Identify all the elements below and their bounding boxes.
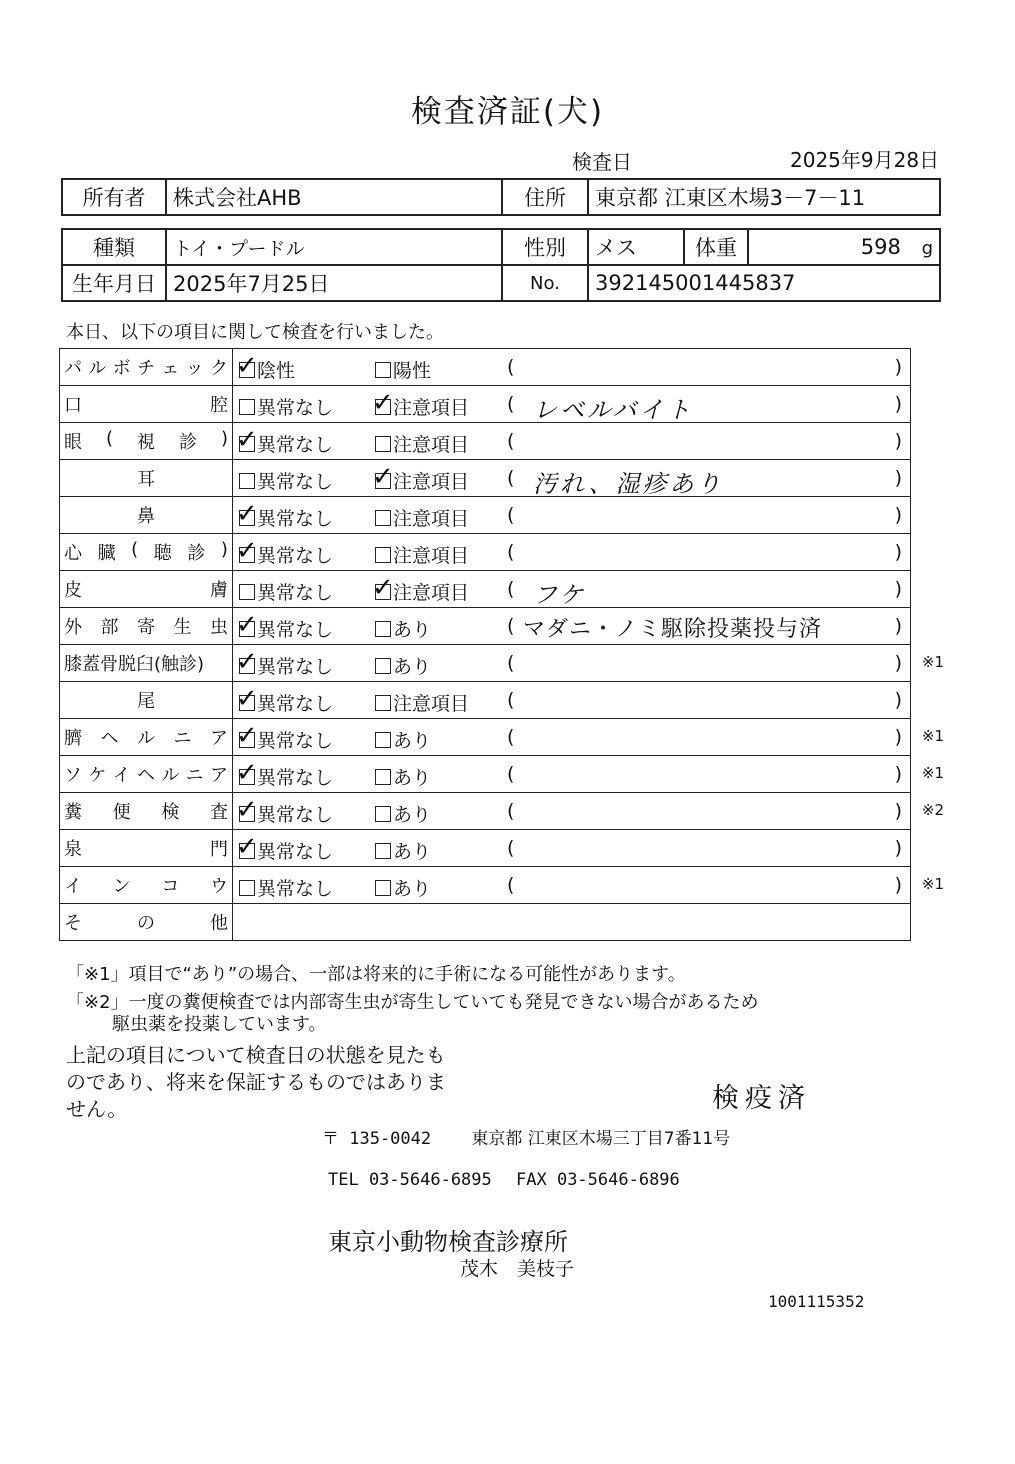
checkbox[interactable] [375, 880, 391, 896]
exam-item-options [233, 608, 911, 645]
option-2[interactable] [375, 541, 469, 568]
note-reference: ※1 [921, 875, 944, 893]
remark-paren-open: ( [507, 874, 515, 896]
option-label: 異常なし [257, 767, 334, 789]
checkbox[interactable] [236, 351, 258, 381]
exam-row [60, 349, 911, 386]
exam-item-name-char: ア [209, 765, 228, 786]
exam-row [60, 793, 911, 830]
remark-paren-open: ( [507, 504, 515, 526]
owner-value: 株式会社AHB [166, 179, 502, 215]
exam-item-name-char: ニ [173, 728, 192, 749]
exam-item-name-char: ア [210, 728, 228, 749]
exam-item-name [64, 354, 228, 380]
address-label: 住所 [502, 179, 588, 215]
check-mark-icon: ✓ [236, 758, 258, 788]
exam-item-name-char: ン [112, 876, 131, 897]
exam-item-name-char: イ [64, 876, 82, 897]
remark-paren-close: ) [894, 430, 902, 452]
option-2[interactable] [375, 356, 431, 383]
exam-item-name [64, 835, 228, 861]
option-1[interactable] [236, 351, 296, 383]
disclaimer: 上記の項目について検査日の状態を見たものであり、将来を保証するものではありません。 [66, 1043, 446, 1121]
exam-item-name-cell [60, 682, 233, 719]
option-1[interactable] [239, 578, 333, 605]
note-reference: ※2 [921, 801, 944, 819]
notice-text: 本日、以下の項目に関して検査を行いました。 [66, 322, 444, 343]
exam-item-name-char: 便 [112, 802, 131, 823]
option-2[interactable] [375, 874, 431, 901]
exam-item-options [233, 645, 944, 682]
exam-item-name-char: 生 [173, 617, 192, 638]
exam-row [60, 645, 911, 682]
exam-item-name-cell [60, 756, 233, 793]
exam-item-name-char: ル [137, 728, 155, 749]
vet-name: 茂木 美枝子 [460, 1258, 575, 1280]
option-label: 異常なし [257, 508, 334, 530]
remark-paren-close: ) [894, 763, 902, 785]
option-2[interactable] [375, 652, 431, 679]
weight-label: 体重 [684, 229, 748, 265]
clinic-name: 東京小動物検査診療所 [328, 1228, 568, 1256]
exam-item-name-char: 泉 [64, 839, 82, 860]
check-mark-icon: ✓ [372, 573, 394, 603]
option-1[interactable] [236, 758, 334, 790]
option-1[interactable] [236, 425, 334, 457]
remark-paren-close: ) [894, 578, 902, 600]
checkbox[interactable] [372, 462, 394, 492]
check-mark-icon: ✓ [236, 684, 258, 714]
exam-item-name: 耳 [137, 469, 155, 490]
exam-item-name-cell [60, 867, 233, 904]
weight-value: 598 [860, 235, 901, 259]
option-label: 注意項目 [393, 508, 470, 530]
exam-item-options [233, 423, 911, 460]
exam-item-name-char: ) [220, 539, 228, 560]
checkbox[interactable] [375, 362, 391, 378]
option-2[interactable] [375, 837, 431, 864]
exam-item-name-char: 視 [137, 432, 155, 453]
exam-item-name-cell [60, 571, 233, 608]
remark-paren-open: ( [507, 356, 515, 378]
exam-row [60, 534, 911, 571]
exam-item-name-cell [60, 497, 233, 534]
checkbox[interactable] [236, 684, 258, 714]
option-1[interactable] [236, 536, 334, 568]
checkbox[interactable] [236, 795, 258, 825]
option-1[interactable] [239, 467, 333, 494]
checkbox[interactable] [375, 621, 391, 637]
exam-row [60, 682, 911, 719]
exam-item-name-char: 臍 [64, 728, 82, 749]
exam-item-name-char: ル [161, 765, 180, 786]
exam-item-name-cell [60, 793, 233, 830]
option-label: 異常なし [257, 434, 334, 456]
remark-paren-open: ( [507, 763, 515, 785]
checkbox[interactable] [239, 584, 255, 600]
note-reference: ※1 [921, 653, 944, 671]
exam-item-options [233, 349, 911, 386]
remark-text: マダニ・ノミ駆除投薬投与済 [523, 617, 823, 642]
option-label: 異常なし [257, 471, 334, 493]
exam-item-name-cell [60, 719, 233, 756]
exam-item-name-char: ヘ [100, 728, 119, 749]
option-label: あり [393, 656, 432, 678]
exam-item-name-char: ) [220, 428, 228, 449]
option-1[interactable] [236, 721, 334, 753]
sex-label: 性別 [502, 229, 588, 265]
exam-item-name-cell [60, 460, 233, 497]
exam-item-options [233, 830, 911, 867]
remark-paren-close: ) [894, 615, 902, 637]
check-mark-icon: ✓ [372, 388, 394, 418]
option-label: 陰性 [257, 360, 296, 382]
checkbox[interactable] [375, 806, 391, 822]
serial-number: 1001115352 [768, 1292, 865, 1311]
exam-item-name-char: 眼 [64, 432, 82, 453]
remark-paren-close: ) [894, 689, 902, 711]
exam-item-name-char: 寄 [137, 617, 155, 638]
exam-item-name-char: ヘ [136, 765, 155, 786]
option-2[interactable] [375, 615, 431, 642]
remark-paren-close: ) [894, 800, 902, 822]
exam-item-name-cell [60, 423, 233, 460]
check-mark-icon: ✓ [236, 610, 258, 640]
exam-item-name [64, 613, 228, 639]
exam-item-name-char: ク [209, 358, 228, 379]
exam-item-name-char: 診 [178, 432, 197, 453]
option-1[interactable] [236, 795, 334, 827]
remark-paren-open: ( [507, 689, 515, 711]
checkbox[interactable] [375, 695, 391, 711]
exam-row [60, 497, 911, 534]
exam-item-name-cell [60, 386, 233, 423]
check-mark-icon: ✓ [236, 351, 258, 381]
option-label: 注意項目 [393, 545, 470, 567]
exam-item-name [64, 872, 228, 898]
clinic-address-line [322, 1124, 730, 1149]
option-2[interactable] [375, 504, 469, 531]
owner-table [61, 178, 941, 216]
exam-row [60, 423, 911, 460]
exam-item-name-char: ケ [88, 765, 107, 786]
exam-item-name [64, 798, 228, 824]
checkbox[interactable] [375, 510, 391, 526]
exam-item-options [233, 534, 911, 571]
checkbox[interactable] [236, 721, 258, 751]
option-label: 陽性 [393, 360, 432, 382]
option-label: 注意項目 [393, 397, 470, 419]
exam-item-name-char: チ [136, 358, 155, 379]
option-label: 異常なし [257, 878, 334, 900]
postal-code: 〒 135-0042 [322, 1129, 432, 1149]
footnote-2-cont: 駆虫薬を投薬しています。 [112, 1014, 327, 1035]
option-label: 注意項目 [393, 471, 470, 493]
remark-paren-open: ( [507, 652, 515, 674]
exam-item-name [64, 428, 228, 454]
option-label: 異常なし [257, 582, 334, 604]
check-mark-icon: ✓ [236, 536, 258, 566]
check-mark-icon: ✓ [236, 647, 258, 677]
remark-paren-open: ( [507, 393, 515, 415]
exam-item-name [64, 761, 228, 787]
footnote-1: 「※1」項目で“あり”の場合、一部は将来的に手術になる可能性があります。 [66, 964, 686, 985]
remark-paren-open: ( [507, 430, 515, 452]
exam-item-name-char: ェ [161, 358, 180, 379]
remark-paren-open: ( [507, 578, 515, 600]
note-reference: ※1 [921, 727, 944, 745]
option-label: 異常なし [257, 656, 334, 678]
checkbox[interactable] [375, 658, 391, 674]
exam-row [60, 386, 911, 423]
option-2[interactable] [372, 462, 470, 494]
exam-item-name-char: 口 [64, 395, 82, 416]
quarantine-stamp: 検疫済 [712, 1083, 811, 1114]
option-label: 注意項目 [393, 582, 470, 604]
remark-text: フケ [533, 581, 587, 609]
checkbox[interactable] [375, 769, 391, 785]
checkbox[interactable] [375, 436, 391, 452]
exam-item-name-char: 外 [64, 617, 82, 638]
exam-item-name-char: パ [64, 358, 82, 379]
option-1[interactable] [239, 393, 333, 420]
exam-item-name-char: 皮 [64, 580, 82, 601]
option-label: あり [393, 878, 432, 900]
remark-paren-open: ( [507, 541, 515, 563]
contact-line [328, 1170, 680, 1190]
animal-table [61, 228, 941, 302]
remark-paren-close: ) [894, 356, 902, 378]
option-2[interactable] [372, 573, 470, 605]
option-label: あり [393, 767, 432, 789]
exam-item-name: 尾 [137, 691, 155, 712]
remark-paren-close: ) [894, 467, 902, 489]
checkbox[interactable] [236, 610, 258, 640]
no-value: 392145001445837 [588, 265, 940, 301]
exam-row-other [60, 904, 911, 941]
exam-item-name-char: ボ [112, 358, 131, 379]
checkbox[interactable] [239, 880, 255, 896]
checkbox[interactable] [239, 473, 255, 489]
exam-item-name-cell [60, 534, 233, 571]
exam-item-name-char: ( [131, 539, 139, 560]
clinic-address: 東京都 江東区木場三丁目7番11号 [471, 1129, 731, 1149]
exam-item-name-cell [60, 830, 233, 867]
remark-paren-open: ( [507, 837, 515, 859]
option-2[interactable] [375, 726, 431, 753]
exam-item-options [233, 386, 911, 423]
exam-item-name-char: ( [105, 428, 114, 449]
remark-paren-open: ( [507, 800, 515, 822]
exam-item-name-char: 糞 [64, 802, 82, 823]
option-1[interactable] [236, 684, 334, 716]
exam-date-label: 検査日 [572, 150, 632, 174]
exam-item-name [64, 391, 228, 417]
other-label [64, 909, 228, 935]
option-label: あり [393, 804, 432, 826]
address-value: 東京都 江東区木場3－7－11 [588, 179, 940, 215]
option-label: 異常なし [257, 545, 334, 567]
exam-item-name-char: 門 [210, 839, 228, 860]
option-2[interactable] [372, 388, 470, 420]
exam-date: 2025年9月28日 [790, 148, 940, 172]
exam-item-name-char: コ [161, 876, 180, 897]
option-label: 異常なし [257, 804, 334, 826]
option-1[interactable] [236, 832, 334, 864]
checkbox[interactable] [236, 499, 258, 529]
check-mark-icon: ✓ [236, 499, 258, 529]
exam-item-name-char: 膚 [210, 580, 228, 601]
breed-value: トイ・プードル [166, 229, 502, 265]
option-2[interactable] [375, 430, 469, 457]
check-mark-icon: ✓ [236, 425, 258, 455]
exam-item-options [233, 460, 911, 497]
remark-paren-close: ) [894, 504, 902, 526]
weight-cell [748, 229, 940, 265]
birth-label: 生年月日 [62, 265, 166, 301]
exam-item-options [233, 756, 944, 793]
exam-item-name: 膝蓋骨脱臼(触診) [64, 654, 205, 675]
exam-item-name-char: ウ [209, 876, 228, 897]
checkbox[interactable] [239, 399, 255, 415]
remark-paren-open: ( [507, 726, 515, 748]
exam-row [60, 756, 911, 793]
exam-table [59, 348, 944, 941]
exam-item-name-char: 虫 [210, 617, 228, 638]
exam-item-name-char: ル [88, 358, 107, 379]
document-title: 検査済証(犬) [410, 94, 605, 130]
other-label-cell [60, 904, 233, 941]
check-mark-icon: ✓ [372, 462, 394, 492]
other-label-char: の [137, 913, 155, 934]
exam-item-options [233, 719, 944, 756]
option-1[interactable] [239, 874, 333, 901]
exam-item-options [233, 867, 944, 904]
option-2[interactable] [375, 763, 431, 790]
checkbox[interactable] [372, 573, 394, 603]
option-1[interactable] [236, 647, 334, 679]
check-mark-icon: ✓ [236, 832, 258, 862]
weight-unit: g [921, 238, 933, 259]
exam-item-name-char: 査 [209, 802, 228, 823]
exam-item-name-char: イ [112, 765, 131, 786]
remark-paren-close: ) [894, 541, 902, 563]
footnote-2: 「※2」一度の糞便検査では内部寄生虫が寄生していても発見できない場合があるため [66, 992, 759, 1013]
option-1[interactable] [236, 499, 334, 531]
remark-paren-close: ) [894, 874, 902, 896]
checkbox[interactable] [236, 647, 258, 677]
exam-item-options [233, 682, 911, 719]
option-label: 注意項目 [393, 693, 470, 715]
remark-text: レベルバイト [533, 396, 694, 424]
option-label: 異常なし [257, 619, 334, 641]
remark-paren-close: ) [894, 837, 902, 859]
exam-item-name-cell [60, 349, 233, 386]
exam-item-options [233, 793, 944, 830]
exam-item-options [233, 497, 911, 534]
exam-row [60, 867, 911, 904]
other-label-char: 他 [210, 913, 228, 934]
exam-item-name-char: 心 [64, 543, 82, 564]
option-label: あり [393, 841, 432, 863]
exam-item-name-char: 部 [100, 617, 119, 638]
exam-item-options [233, 571, 911, 608]
exam-item-name-char: 臓 [97, 543, 116, 564]
remark-paren-open: ( [507, 467, 515, 489]
remark-paren-close: ) [894, 393, 902, 415]
option-1[interactable] [236, 610, 334, 642]
exam-item-name-char: 検 [161, 802, 180, 823]
checkbox[interactable] [236, 758, 258, 788]
birth-value: 2025年7月25日 [166, 265, 502, 301]
exam-item-name [64, 539, 228, 565]
check-mark-icon: ✓ [236, 721, 258, 751]
exam-item-name: 鼻 [137, 506, 155, 527]
exam-item-name [64, 724, 228, 750]
owner-label: 所有者 [62, 179, 166, 215]
checkbox[interactable] [236, 425, 258, 455]
exam-row [60, 608, 911, 645]
exam-item-name [64, 576, 228, 602]
option-label: 注意項目 [393, 434, 470, 456]
remark-text: 汚れ、湿疹あり [533, 470, 724, 498]
option-label: 異常なし [257, 693, 334, 715]
checkbox[interactable] [375, 547, 391, 563]
note-reference: ※1 [921, 764, 944, 782]
exam-item-name-char: 聴 [153, 543, 172, 564]
remark-paren-close: ) [894, 652, 902, 674]
sex-value: メス [588, 229, 684, 265]
check-mark-icon: ✓ [236, 795, 258, 825]
exam-row [60, 460, 911, 497]
exam-item-name-cell [60, 645, 233, 682]
exam-item-name-cell [60, 608, 233, 645]
option-2[interactable] [375, 689, 469, 716]
exam-row [60, 719, 911, 756]
option-label: 異常なし [257, 730, 334, 752]
fax-number: FAX 03-5646-6896 [516, 1170, 680, 1190]
other-label-char: そ [64, 913, 82, 934]
option-label: あり [393, 730, 432, 752]
checkbox[interactable] [375, 732, 391, 748]
checkbox[interactable] [236, 832, 258, 862]
exam-item-name-char: 腔 [210, 395, 228, 416]
tel-number: TEL 03-5646-6895 [328, 1170, 492, 1190]
exam-row [60, 830, 911, 867]
exam-item-name-char: ソ [64, 765, 82, 786]
remark-paren-open: ( [507, 615, 515, 637]
option-2[interactable] [375, 800, 431, 827]
exam-item-name-char: ッ [185, 358, 204, 379]
option-label: 異常なし [257, 841, 334, 863]
checkbox[interactable] [372, 388, 394, 418]
breed-label: 種類 [62, 229, 166, 265]
option-label: 異常なし [257, 397, 334, 419]
checkbox[interactable] [236, 536, 258, 566]
remark-paren-close: ) [894, 726, 902, 748]
other-value[interactable] [233, 904, 911, 941]
exam-item-name-char: ニ [185, 765, 204, 786]
no-label: No. [502, 265, 588, 301]
checkbox[interactable] [375, 843, 391, 859]
exam-item-name-char: 診 [187, 543, 206, 564]
option-label: あり [393, 619, 432, 641]
exam-row [60, 571, 911, 608]
